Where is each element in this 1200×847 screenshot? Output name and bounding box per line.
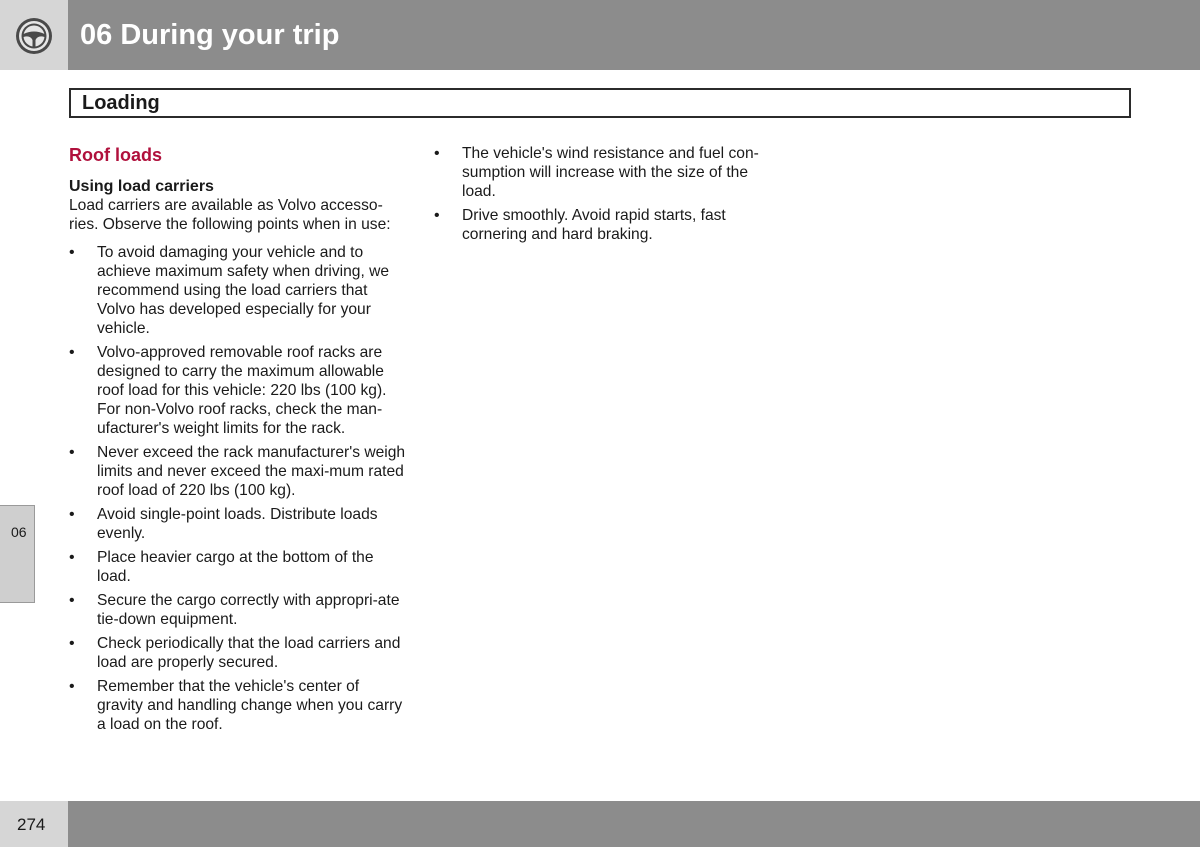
list-item: • Drive smoothly. Avoid rapid starts, fast cornering and hard braking. [434, 206, 774, 244]
section-title: Loading [82, 92, 160, 114]
left-column [69, 144, 409, 739]
chapter-icon-box [0, 0, 68, 70]
chapter-tab-label: 06 [11, 524, 27, 540]
list-item: • Check periodically that the load carriers and load are properly secured. [69, 634, 409, 672]
list-item: • Volvo-approved removable roof racks are designed to carry the maximum allowable roof load for this vehicle: 220 lbs (100 kg). For non-Volvo roof racks, check the man-ufacturer's weight limits for the rack. [69, 343, 409, 438]
footer-bar [68, 801, 1200, 847]
load-carriers-subheading: Using load carriers [69, 178, 214, 195]
footer-page-box [0, 801, 68, 847]
left-bullet-list [69, 243, 409, 734]
chapter-tab [0, 505, 35, 603]
list-item: • Remember that the vehicle's center of gravity and handling change when you carry a load on the roof. [69, 677, 409, 734]
list-item: • Avoid single-point loads. Distribute loads evenly. [69, 505, 409, 543]
list-item: • The vehicle's wind resistance and fuel con-sumption will increase with the size of the load. [434, 144, 774, 201]
steering-wheel-icon [14, 16, 54, 56]
right-bullet-list [434, 144, 774, 244]
right-column [434, 144, 774, 249]
section-title-box [69, 88, 1131, 118]
intro-paragraph: Load carriers are available as Volvo accesso-ries. Observe the following points when in use: [69, 197, 391, 233]
roof-loads-heading: Roof loads [69, 145, 162, 165]
list-item: • Never exceed the rack manufacturer's weigh limits and never exceed the maxi-mum rated roof load of 220 lbs (100 kg). [69, 443, 409, 500]
list-item: • To avoid damaging your vehicle and to achieve maximum safety when driving, we recommend using the load carriers that Volvo has developed especially for your vehicle. [69, 243, 409, 338]
list-item: • Place heavier cargo at the bottom of the load. [69, 548, 409, 586]
chapter-title: 06 During your trip [80, 19, 340, 51]
list-item: • Secure the cargo correctly with appropri-ate tie-down equipment. [69, 591, 409, 629]
page-number: 274 [17, 815, 46, 834]
